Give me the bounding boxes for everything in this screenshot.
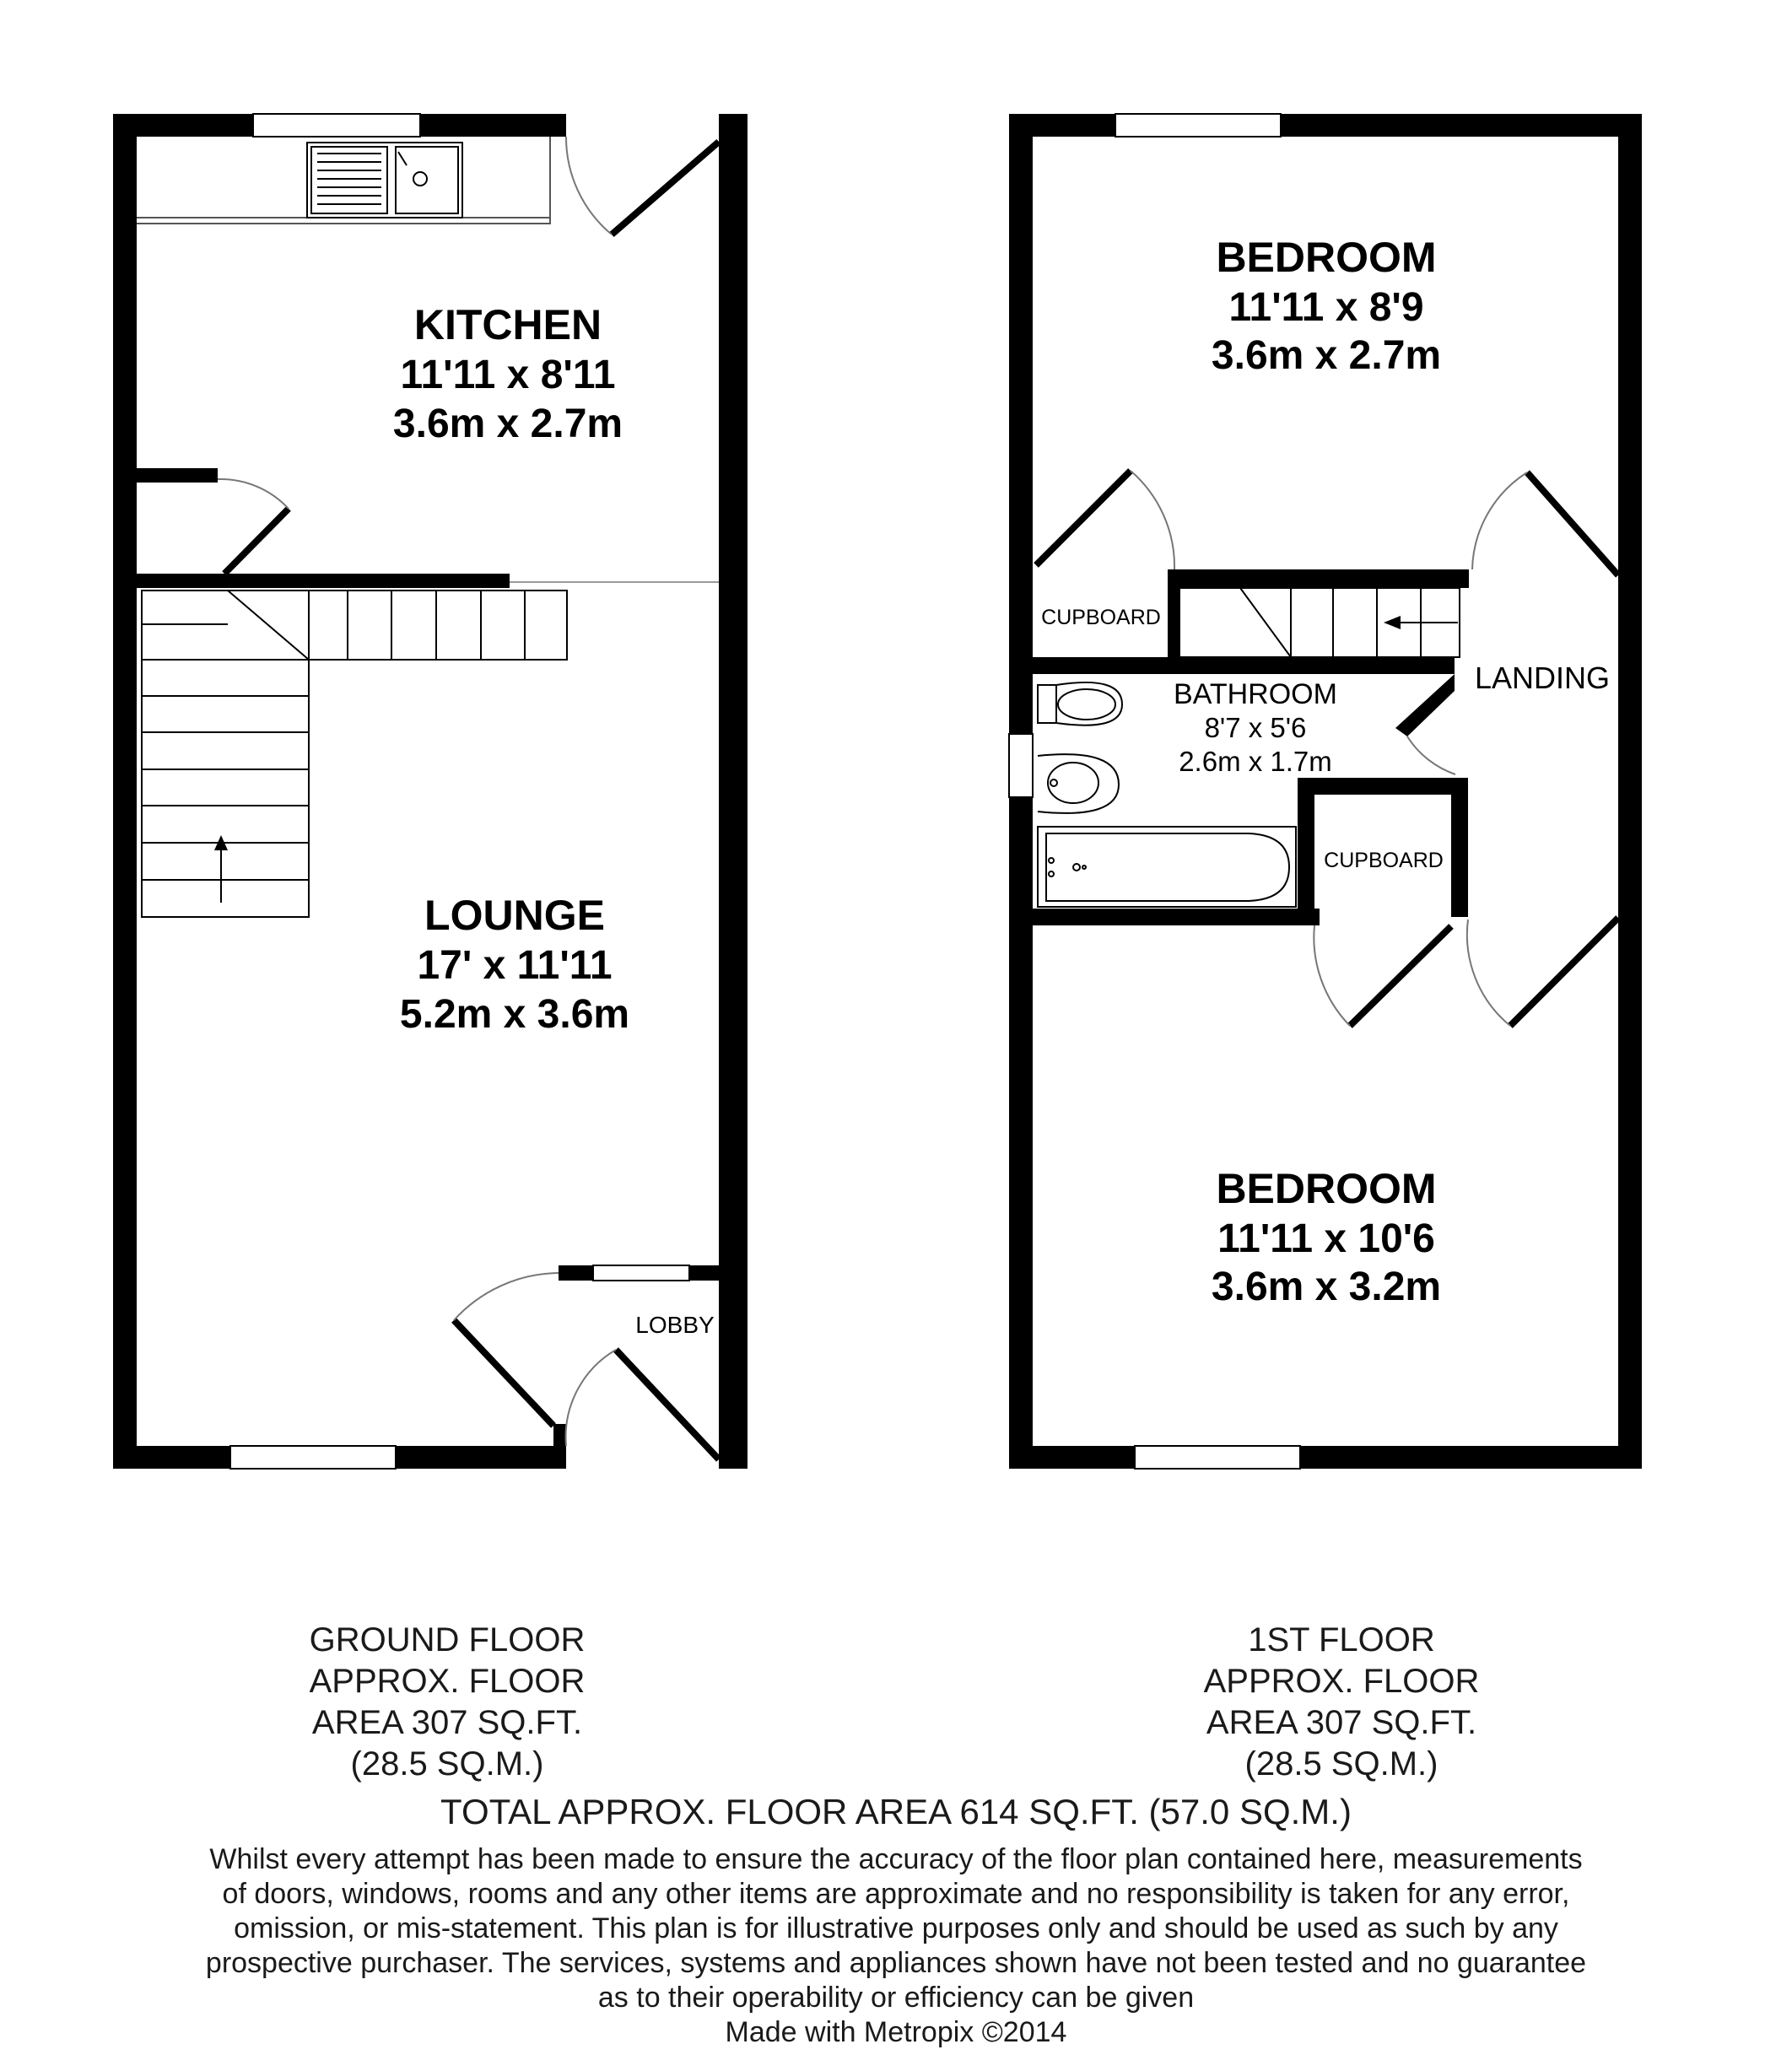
kitchen-window xyxy=(253,114,420,137)
rear-bedroom-window xyxy=(1135,1446,1300,1469)
first-floor-caption xyxy=(1131,1620,1552,1785)
stairs-arrow-icon xyxy=(1384,616,1401,629)
front-bedroom-name: BEDROOM xyxy=(1216,234,1437,281)
kitchen-internal-door xyxy=(218,479,289,574)
first-floor-stairs xyxy=(1179,588,1460,657)
toilet-icon xyxy=(1038,682,1122,725)
lobby-window xyxy=(593,1265,689,1281)
bathroom-imperial: 8'7 x 5'6 xyxy=(1204,712,1307,743)
kitchen-name: KITCHEN xyxy=(413,301,602,348)
disclaimer-line: of doors, windows, rooms and any other items are approximate and no responsibility is taken for any error, xyxy=(222,1878,1570,1910)
bath-icon xyxy=(1038,827,1296,907)
ground-floor-stairs xyxy=(142,591,567,917)
lounge-metric: 5.2m x 3.6m xyxy=(399,992,630,1037)
kitchen-metric: 3.6m x 2.7m xyxy=(392,402,623,446)
ground-floor-caption-line: (28.5 SQ.M.) xyxy=(350,1745,544,1782)
lobby-internal-door xyxy=(454,1273,559,1426)
front-door xyxy=(566,1350,719,1459)
bathroom-window xyxy=(1009,734,1033,797)
cupboard-right-label: CUPBOARD xyxy=(1324,849,1444,872)
disclaimer-line: omission, or mis-statement. This plan is for illustrative purposes only and should be used as such by any xyxy=(234,1912,1558,1944)
rear-bedroom-door xyxy=(1467,918,1618,1026)
rear-bedroom-imperial: 11'11 x 10'6 xyxy=(1217,1216,1435,1261)
lounge-name: LOUNGE xyxy=(424,892,605,939)
bathroom-name: BATHROOM xyxy=(1174,678,1337,710)
ground-floor-caption-line: AREA 307 SQ.FT. xyxy=(311,1704,583,1741)
basin-icon xyxy=(1038,754,1119,813)
front-bedroom-window xyxy=(1115,114,1281,137)
ground-floor-caption xyxy=(236,1620,658,1785)
disclaimer-line: as to their operability or efficiency can be given xyxy=(597,1982,1195,2014)
rear-bedroom-name: BEDROOM xyxy=(1216,1165,1437,1212)
first-floor-caption-line: AREA 307 SQ.FT. xyxy=(1206,1704,1477,1741)
kitchen-door xyxy=(566,137,719,235)
kitchen-worktop xyxy=(137,137,550,224)
bathroom-door-swing xyxy=(1407,736,1455,774)
landing-label: LANDING xyxy=(1474,661,1611,695)
rear-bedroom-metric: 3.6m x 3.2m xyxy=(1211,1265,1442,1309)
ground-floor-caption-line: GROUND FLOOR xyxy=(309,1621,586,1658)
ground-floor-caption-line: APPROX. FLOOR xyxy=(309,1663,586,1700)
kitchen-imperial: 11'11 x 8'11 xyxy=(400,353,616,397)
bathroom-metric: 2.6m x 1.7m xyxy=(1179,746,1332,777)
disclaimer-line: prospective purchaser. The services, systems and appliances shown have not been tested and no guarantee xyxy=(205,1947,1587,1979)
cupboard-door-left xyxy=(1036,471,1174,569)
sink-icon xyxy=(307,143,462,218)
disclaimer-line: Whilst every attempt has been made to ensure the accuracy of the floor plan contained here, measurements xyxy=(209,1843,1583,1875)
disclaimer xyxy=(0,1842,1792,2050)
first-floor-caption-line: (28.5 SQ.M.) xyxy=(1244,1745,1438,1782)
cupboard-door-right xyxy=(1314,925,1451,1026)
front-bedroom-metric: 3.6m x 2.7m xyxy=(1211,333,1442,378)
first-floor-caption-line: APPROX. FLOOR xyxy=(1203,1663,1480,1700)
cupboard-left-label: CUPBOARD xyxy=(1041,606,1161,629)
front-bedroom-imperial: 11'11 x 8'9 xyxy=(1228,285,1424,330)
lounge-window xyxy=(230,1446,396,1469)
first-floor-caption-line: 1ST FLOOR xyxy=(1248,1621,1435,1658)
front-bedroom-door xyxy=(1472,472,1618,575)
total-floor-area: TOTAL APPROX. FLOOR AREA 614 SQ.FT. (57.0 SQ.M.) xyxy=(440,1792,1352,1831)
metropix-credit: Made with Metropix ©2014 xyxy=(725,2016,1067,2048)
lobby-label: LOBBY xyxy=(635,1312,715,1338)
lounge-imperial: 17' x 11'11 xyxy=(417,943,613,988)
